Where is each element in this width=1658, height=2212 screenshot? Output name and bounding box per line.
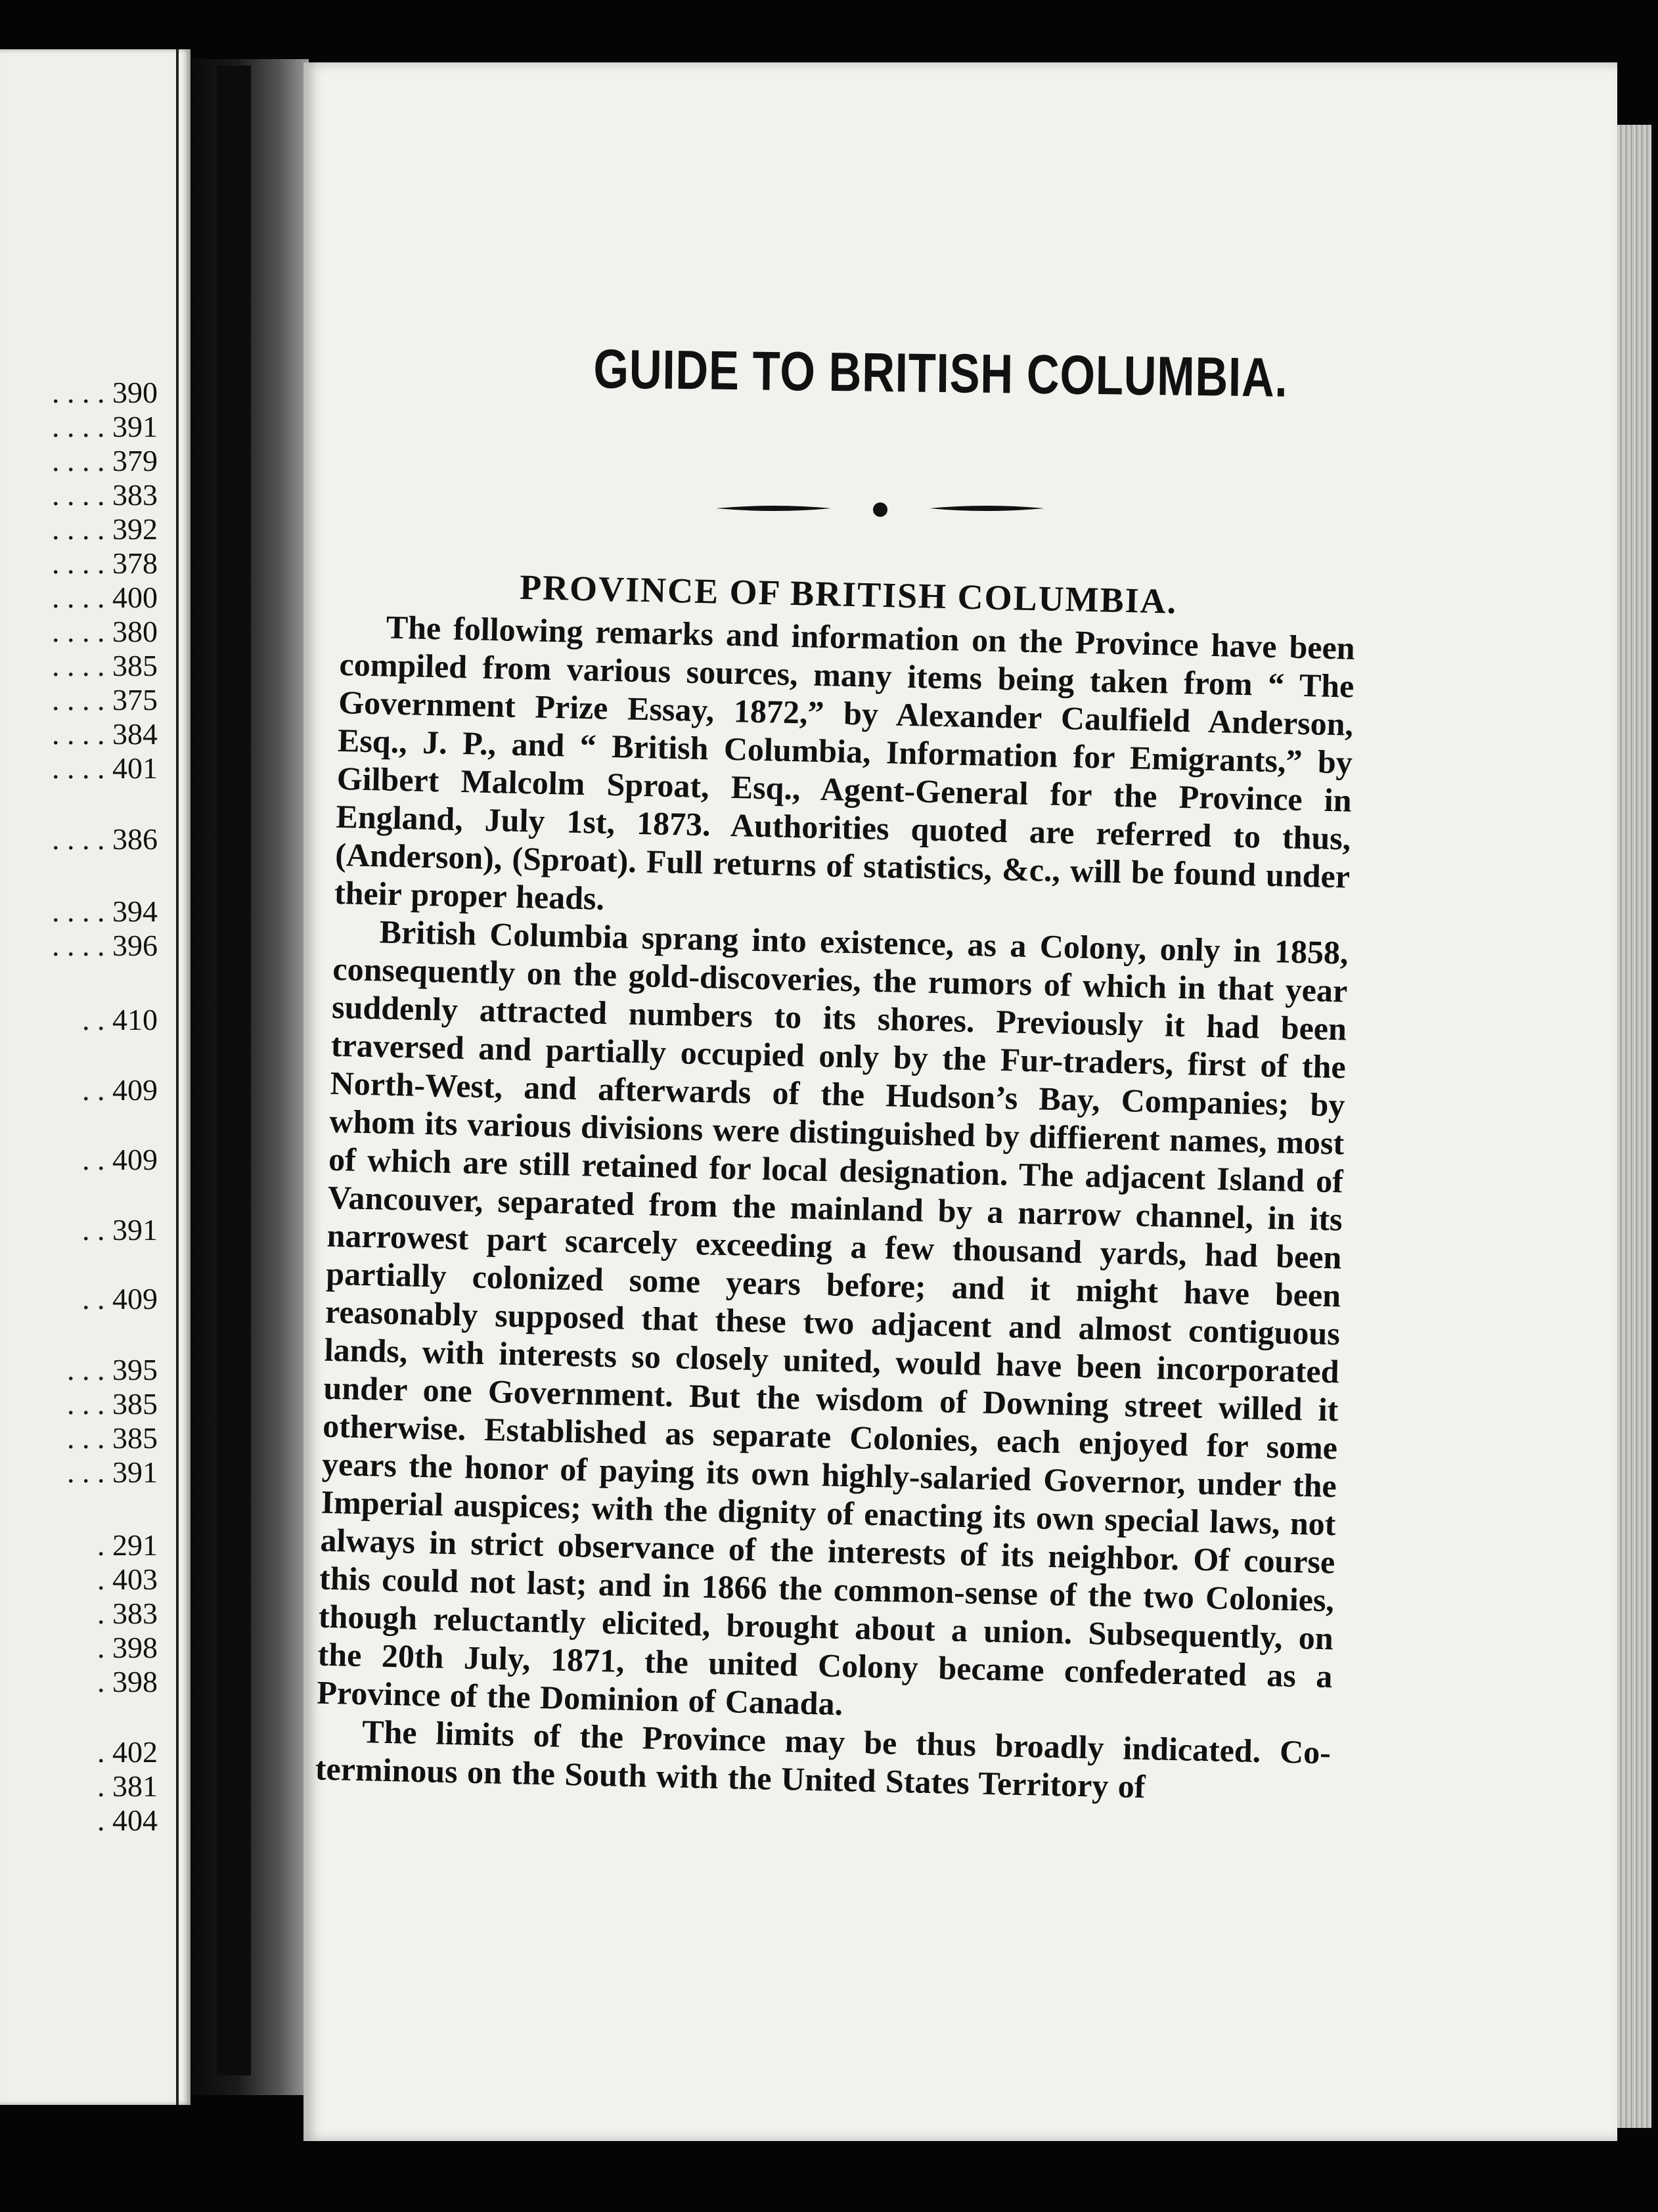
running-header: GUIDE TO BRITISH COLUMBIA. <box>593 338 1288 409</box>
index-page-number: . . . 391 <box>67 1455 158 1489</box>
index-number-column <box>0 378 158 1954</box>
paragraph-intro: The following remarks and information on the Province have been compiled from various sources, many items being taken from “ The Government Prize Essay, 1872,” by Alexander Caulfield Anderson, Esq., J. P., and “ British Columbia, Information for Emigrants,” by Gilbert Malcolm Sproat, Esq., Agent-General for the Province in England, July 1st, 1873. Authorities quoted are referred to thus, (Anderson), (Sproat). Full returns of statistics, &c., will be found under their proper heads. <box>334 608 1356 917</box>
index-page-number: . 381 <box>97 1769 158 1803</box>
index-page-number: . 403 <box>97 1562 158 1596</box>
index-page-number: . . 409 <box>82 1282 158 1316</box>
index-page-number: . 291 <box>97 1528 158 1562</box>
index-page-number: . . . . 396 <box>52 929 158 962</box>
paragraph-limits: The limits of the Province may be thus broadly indicated. Co-terminous on the South with the United States Territory of <box>315 1713 1332 1805</box>
paragraph-history: British Columbia sprang into existence, as a Colony, only in 1858, consequently on the gold-discoveries, the rumors of which in that year suddenly attracted numbers to its shores. Previously it had been traversed and partially occupied only by the Fur-traders, first of the North-West, and afterwards of the Hudson’s Bay, Companies; by whom its various divisions were distinguished by diffierent names, most of which are still retained for local designation. The adjacent Island of Vancouver, separated from the mainland by a narrow channel, in its narrowest part scarcely exceeding a few thousand yards, had been partially colonized some years before; and it might have been reasonably supposed that these two adjacent and almost contiguous lands, with interests so closely united, would have been incorporated under one Government. But the wisdom of Downing street willed it otherwise. Established as separate Colonies, each enjoyed for some years the honor of paying its own highly-salaried Governor, under the Imperial auspices; with the dignity of enacting its own special laws, not always in strict observance of the interests of its neighbor. Of course this could not last; and in 1866 the common-sense of the two Colonies, though reluctantly elicited, brought about a union. Subsequently, on the 20th July, 1871, the united Colony became confederated as a Province of the Dominion of Canada. <box>316 913 1349 1723</box>
index-page-number: . . 391 <box>82 1213 158 1247</box>
index-page-number: . 398 <box>97 1665 158 1698</box>
index-page-number: . . . . 380 <box>52 615 158 648</box>
index-page-number: . . . . 378 <box>52 546 158 580</box>
index-page-number: . 383 <box>97 1597 158 1630</box>
left-page <box>0 49 190 2105</box>
index-page-number: . . . . 385 <box>52 649 158 682</box>
index-page-number: . 404 <box>97 1803 158 1837</box>
article-body <box>312 564 1356 1932</box>
index-page-number: . . . . 384 <box>52 717 158 751</box>
index-page-number: . 398 <box>97 1631 158 1664</box>
book-spine <box>217 66 251 2075</box>
page-rule <box>176 49 179 2105</box>
page-edges <box>1617 125 1651 2128</box>
index-page-number: . . . . 390 <box>52 376 158 409</box>
index-page-number: . . . . 400 <box>52 581 158 614</box>
index-page-number: . . . . 394 <box>52 895 158 928</box>
ornament-divider-icon <box>716 489 1044 528</box>
index-page-number: . . . . 386 <box>52 822 158 856</box>
index-page-number: . . . . 392 <box>52 512 158 546</box>
index-page-number: . . 409 <box>82 1073 158 1107</box>
index-page-number: . . . 385 <box>67 1421 158 1455</box>
index-page-number: . 402 <box>97 1735 158 1769</box>
index-page-number: . . 410 <box>82 1003 158 1036</box>
index-page-number: . . . . 379 <box>52 444 158 477</box>
section-title: PROVINCE OF BRITISH COLUMBIA. <box>519 567 1178 621</box>
index-page-number: . . 409 <box>82 1143 158 1176</box>
index-page-number: . . . . 391 <box>52 410 158 443</box>
index-page-number: . . . . 375 <box>52 683 158 717</box>
index-page-number: . . . . 383 <box>52 478 158 512</box>
index-page-number: . . . . 401 <box>52 751 158 785</box>
index-page-number: . . . 385 <box>67 1387 158 1421</box>
index-page-number: . . . 395 <box>67 1353 158 1386</box>
